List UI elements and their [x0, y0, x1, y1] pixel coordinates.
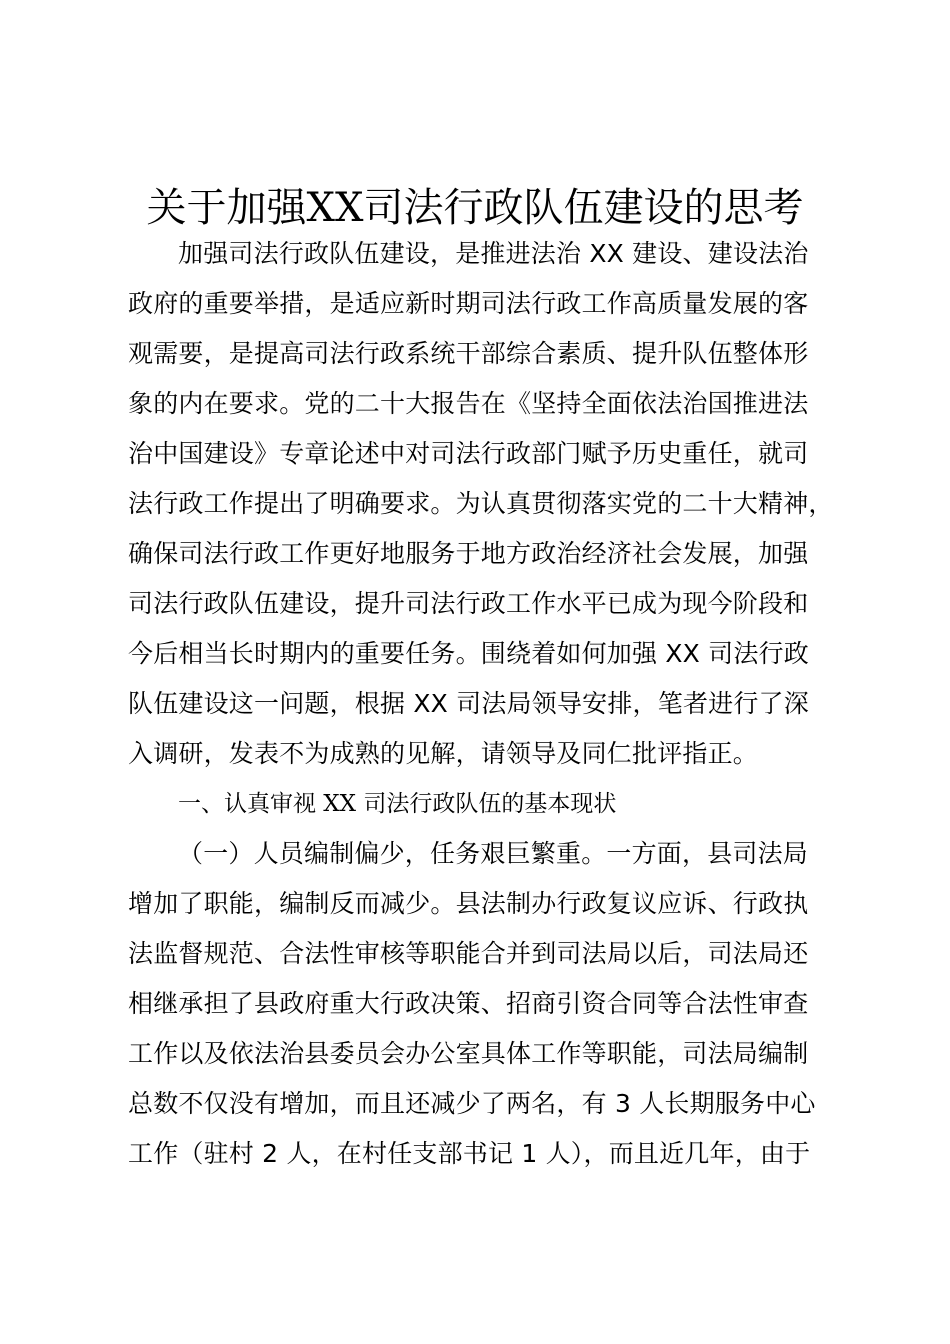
intro-line-1: 加强司法行政队伍建设，是推进法治 XX 建设、建设法治	[178, 239, 809, 268]
intro-line-11: 入调研，发表不为成熟的见解，请领导及同仁批评指正。	[128, 739, 759, 768]
document-title: 关于加强XX司法行政队伍建设的思考	[146, 185, 804, 231]
body-line-4: 相继承担了县政府重大行政决策、招商引资合同等合法性审查	[128, 989, 809, 1018]
body-line-5: 工作以及依法治县委员会办公室具体工作等职能，司法局编制	[128, 1039, 809, 1068]
body-line-3: 法监督规范、合法性审核等职能合并到司法局以后，司法局还	[128, 939, 809, 968]
body-line-6: 总数不仅没有增加，而且还减少了两名，有 3 人长期服务中心	[128, 1089, 816, 1118]
body-line-7: 工作（驻村 2 人，在村任支部书记 1 人），而且近几年，由于	[128, 1139, 811, 1168]
intro-line-3: 观需要，是提高司法行政系统干部综合素质、提升队伍整体形	[128, 339, 809, 368]
intro-line-8: 司法行政队伍建设，提升司法行政工作水平已成为现今阶段和	[128, 589, 809, 618]
intro-line-10: 队伍建设这一问题，根据 XX 司法局领导安排，笔者进行了深	[128, 689, 809, 718]
intro-line-6: 法行政工作提出了明确要求。为认真贯彻落实党的二十大精神，	[128, 489, 834, 518]
body-line-1: （一）人员编制偏少，任务艰巨繁重。一方面，县司法局	[178, 839, 809, 868]
intro-line-4: 象的内在要求。党的二十大报告在《坚持全面依法治国推进法	[128, 389, 809, 418]
intro-line-2: 政府的重要举措，是适应新时期司法行政工作高质量发展的客	[128, 289, 809, 318]
intro-line-5: 治中国建设》专章论述中对司法行政部门赋予历史重任，就司	[128, 439, 809, 468]
section-heading: 一、认真审视 XX 司法行政队伍的基本现状	[178, 791, 617, 817]
intro-line-9: 今后相当长时期内的重要任务。围绕着如何加强 XX 司法行政	[128, 639, 809, 668]
intro-line-7: 确保司法行政工作更好地服务于地方政治经济社会发展，加强	[128, 539, 809, 568]
body-line-2: 增加了职能，编制反而减少。县法制办行政复议应诉、行政执	[128, 889, 809, 918]
